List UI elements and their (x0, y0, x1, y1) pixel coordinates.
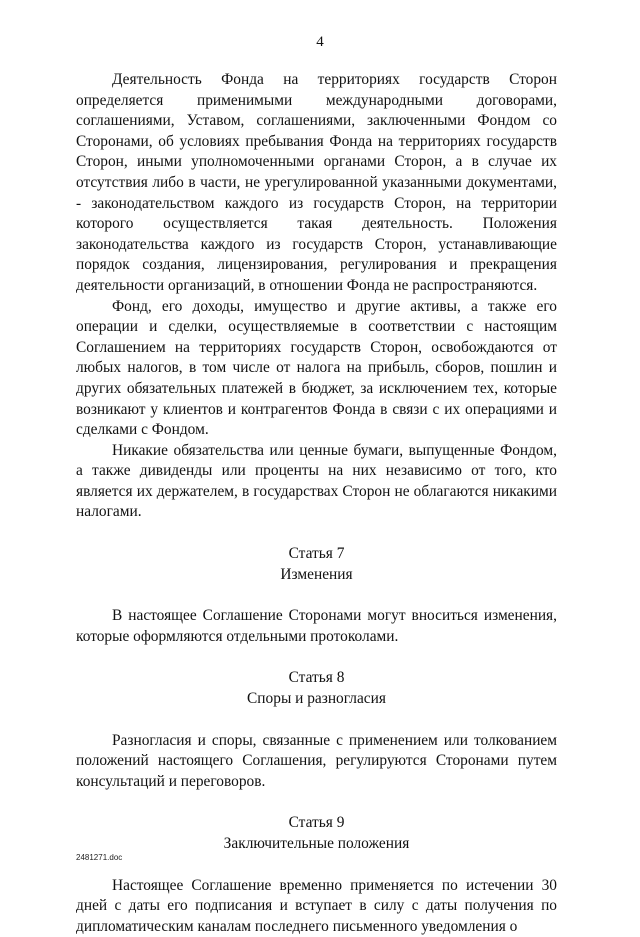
article-9-text: Настоящее Соглашение временно применяется по истечении 30 дней с даты его подписания и вступает в силу с даты получения по дипломатическим каналам последнего письменного уведомления о (76, 876, 557, 935)
page-number: 4 (316, 34, 324, 50)
paragraph-fund-activity: Деятельность Фонда на территориях государств Сторон определяется применимыми международными договорами, соглашениями, Уставом, соглашениями, заключенными Фондом со Сторонами, об условиях пребывания Фонда на территориях государств Сторон, иными уполномоченными органами Сторон, а в случае их отсутствия либо в части, не урегулированной указанными документами, - законодательством каждого из государств Сторон, на территории которого осуществляется такая деятельность. Положения законодательства каждого из государств Сторон, устанавливающие порядок создания, лицензирования, регулирования и прекращения деятельности организаций, в отношении Фонда не распространяются. (76, 71, 557, 294)
article-7-text: В настоящее Соглашение Сторонами могут вноситься изменения, которые оформляются отдельными протоколами. (76, 607, 557, 645)
article-8-title: Споры и разногласия (247, 690, 386, 708)
article-8-text: Разногласия и споры, связанные с применением или толкованием положений настоящего Соглашения, регулируются Сторонами путем консультаций и переговоров. (76, 731, 557, 790)
article-7-number: Статья 7 (288, 545, 345, 563)
article-9-number: Статья 9 (288, 814, 345, 832)
footer-file-name: 2481271.doc (76, 853, 123, 862)
paragraph-securities: Никакие обязательства или ценные бумаги, выпущенные Фондом, а также дивиденды или проценты на них независимо от того, кто является их держателем, в государствах Сторон не облагаются никакими налогами. (76, 441, 557, 521)
paragraph-tax-exemption: Фонд, его доходы, имущество и другие активы, а также его операции и сделки, осуществляемые в соответствии с настоящим Соглашением на территориях государств Сторон, освобождаются от любых налогов, в том числе от налога на прибыль, сборов, пошлин и других обязательных платежей в бюджет, за исключением тех, которые возникают у клиентов и контрагентов Фонда в связи с их операциями и сделками с Фондом. (76, 297, 557, 439)
document-body (76, 70, 557, 937)
article-7-title: Изменения (280, 565, 353, 583)
article-9-title: Заключительные положения (223, 835, 410, 852)
article-8-number: Статья 8 (288, 669, 345, 687)
